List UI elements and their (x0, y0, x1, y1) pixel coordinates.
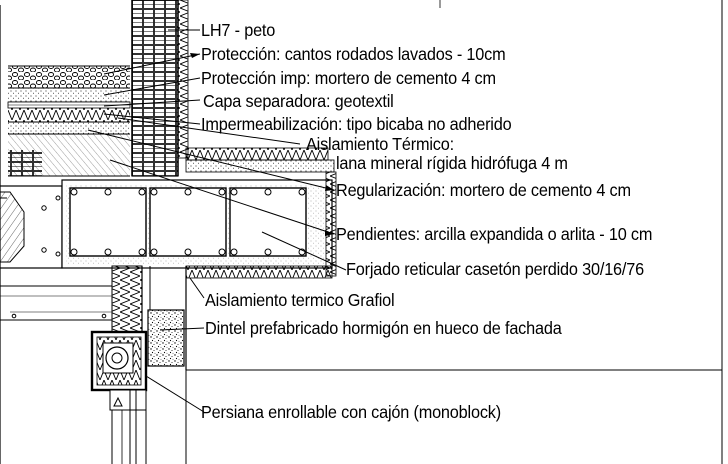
roller-shutter-box (92, 332, 146, 464)
precast-lintel (148, 310, 184, 366)
label-waterproofing: Impermeabilización: tipo bicaba no adherido (201, 114, 512, 134)
label-regularization: Regularización: mortero de cemento 4 cm (336, 180, 631, 200)
label-mortar-protection: Protección imp: mortero de cemento 4 cm (201, 68, 496, 88)
regularization-layer (8, 122, 130, 134)
label-separator-layer: Capa separadora: geotextil (203, 91, 394, 111)
label-lh7-parapet: LH7 - peto (201, 20, 276, 40)
label-waffle-slab: Forjado reticular casetón perdido 30/16/76 (346, 259, 644, 279)
label-precast-lintel: Dintel prefabricado hormigón en hueco de fachada (205, 318, 562, 338)
parapet-wall (132, 0, 188, 176)
label-gravel-protection: Protección: cantos rodados lavados - 10cm (201, 44, 506, 64)
label-grafiol-insulation: Aislamiento termico Grafiol (205, 290, 395, 310)
roof-layers (8, 66, 130, 176)
gravel-protection-layer (8, 66, 130, 88)
slab-section (0, 172, 336, 276)
mortar-protection-layer (8, 88, 130, 102)
label-slope-fill: Pendientes: arcilla expandida o arlita - 10 cm (336, 224, 653, 244)
label-thermal-insulation-title: Aislamiento Térmico: (306, 134, 454, 154)
label-roller-shutter: Persiana enrollable con cajón (monoblock) (201, 402, 501, 422)
label-thermal-insulation-detail: lana mineral rígida hidrófuga 4 m (336, 153, 568, 173)
